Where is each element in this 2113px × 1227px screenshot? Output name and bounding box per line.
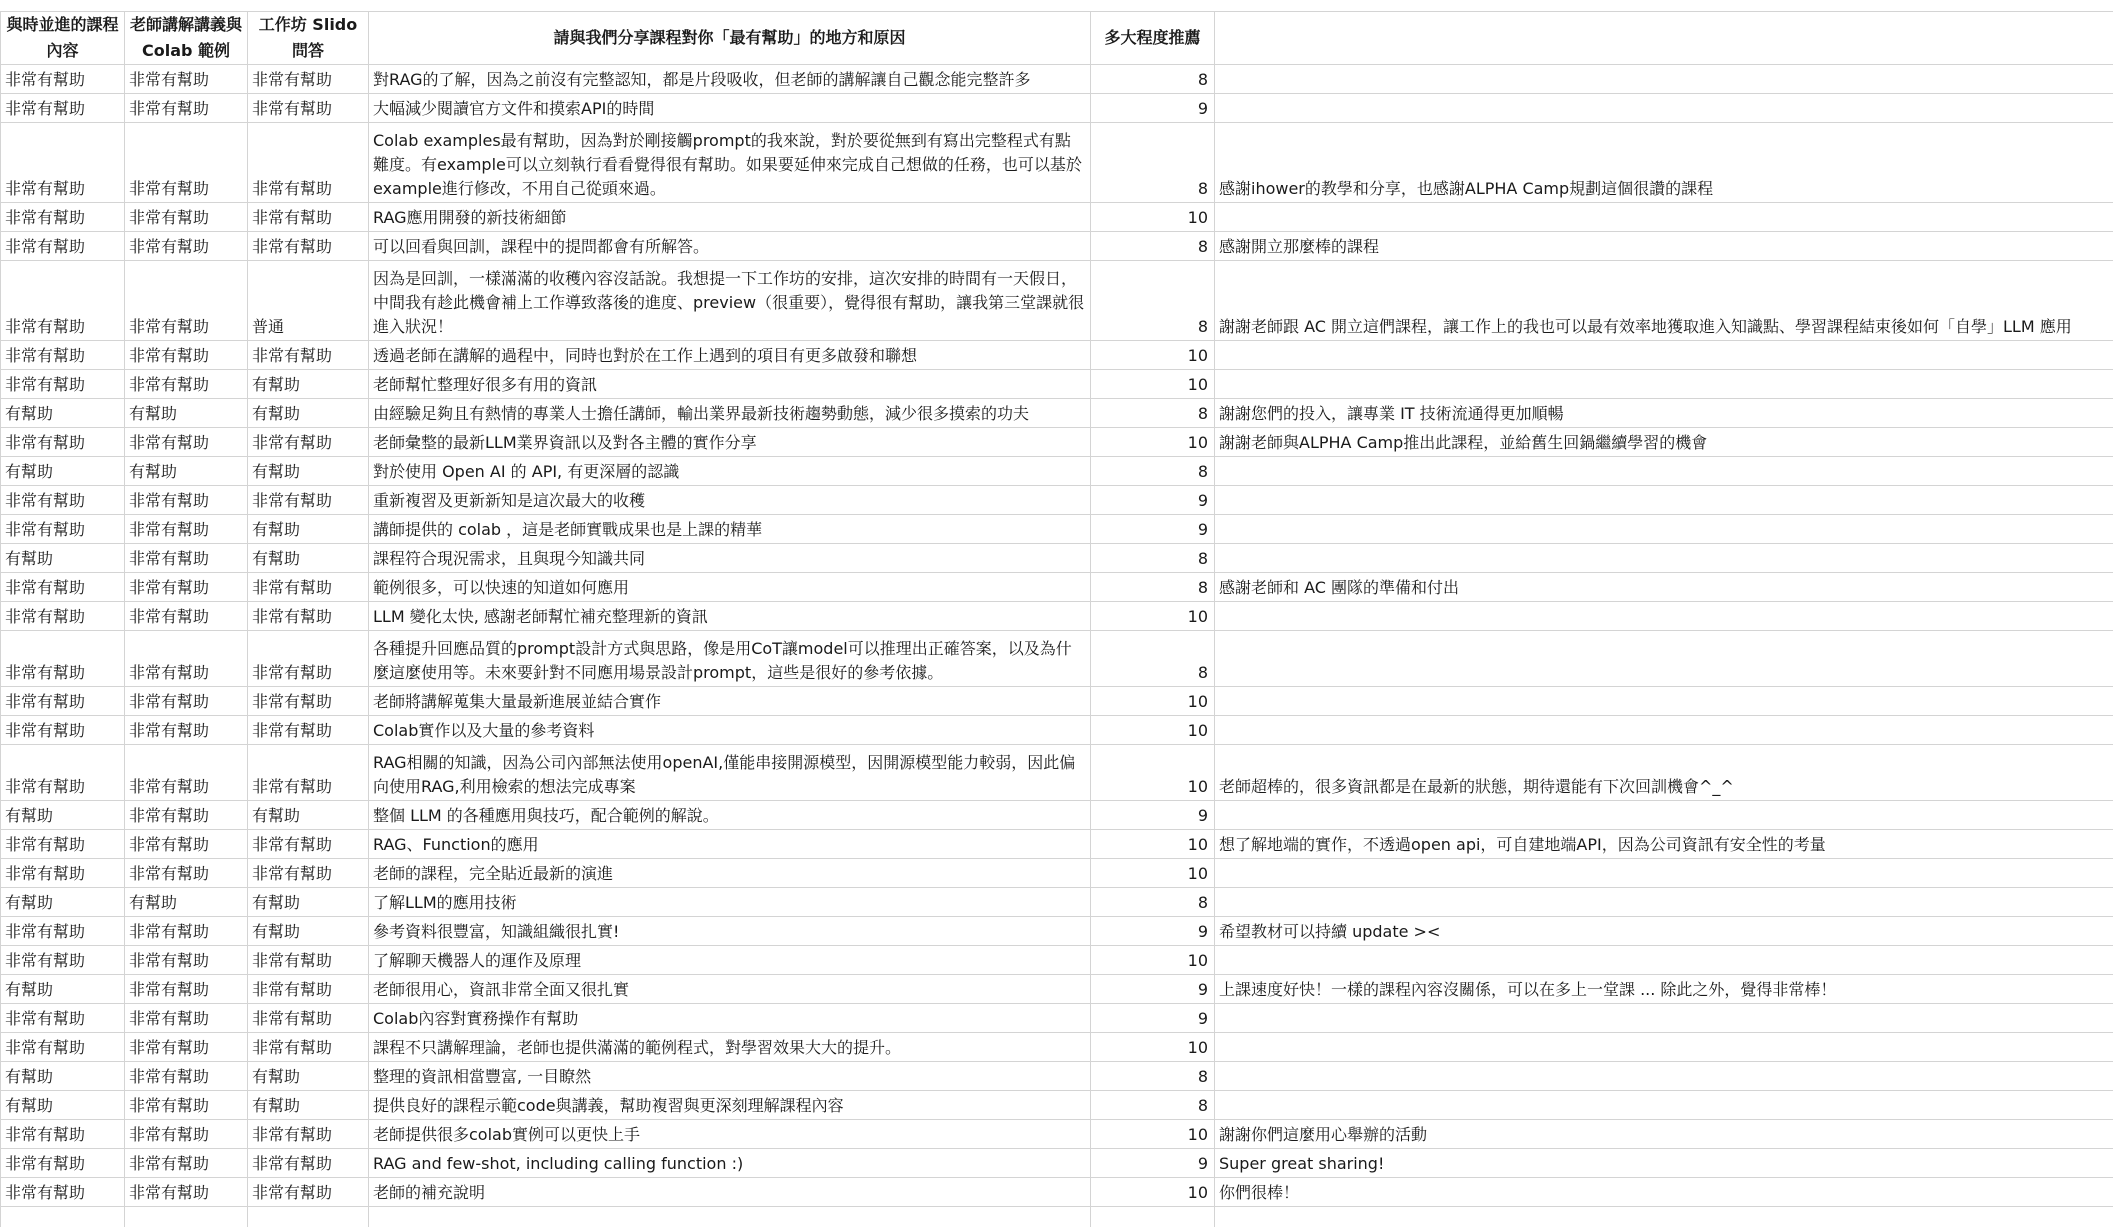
cell-workshop-slido[interactable]: 非常有幫助 (248, 123, 369, 203)
table-row (1, 341, 2113, 370)
cell-recommend[interactable]: 8 (1091, 573, 1215, 602)
cell-recommend[interactable]: 8 (1091, 399, 1215, 428)
table-row (1, 123, 2113, 203)
cell-workshop-slido[interactable]: 非常有幫助 (248, 1004, 369, 1033)
cell-comments[interactable]: 謝謝您們的投入，讓專業 IT 技術流通得更加順暢 (1215, 399, 2113, 428)
cell-course-content[interactable]: 非常有幫助 (1, 830, 125, 859)
cell-most-helpful[interactable]: LLM 變化太快, 感謝老師幫忙補充整理新的資訊 (369, 602, 1091, 631)
cell-course-content[interactable]: 非常有幫助 (1, 687, 125, 716)
cell-course-content[interactable]: 非常有幫助 (1, 946, 125, 975)
cell-course-content[interactable]: 非常有幫助 (1, 1178, 125, 1207)
cell-most-helpful[interactable]: 提供良好的課程示範code與講義，幫助複習與更深刻理解課程內容 (369, 1091, 1091, 1120)
cell-recommend[interactable]: 8 (1091, 1091, 1215, 1120)
table-row (1, 946, 2113, 975)
cell-recommend[interactable]: 10 (1091, 1120, 1215, 1149)
cell-recommend[interactable]: 10 (1091, 370, 1215, 399)
table-row (1, 975, 2113, 1004)
cell-most-helpful[interactable]: 整理的資訊相當豐富, 一目瞭然 (369, 1062, 1091, 1091)
cell-recommend[interactable]: 9 (1091, 1149, 1215, 1178)
table-row (1, 1120, 2113, 1149)
cell-comments[interactable] (1215, 801, 2113, 830)
table-row (1, 917, 2113, 946)
cell-comments[interactable] (1215, 65, 2113, 94)
cell-teacher-colab[interactable]: 非常有幫助 (125, 975, 248, 1004)
cell-course-content[interactable]: 有幫助 (1, 801, 125, 830)
cell-comments[interactable] (1215, 1062, 2113, 1091)
cell-course-content[interactable]: 非常有幫助 (1, 716, 125, 745)
cell-recommend[interactable]: 8 (1091, 261, 1215, 341)
table-row (1, 544, 2113, 573)
table-row (1, 573, 2113, 602)
cell-workshop-slido[interactable]: 非常有幫助 (248, 94, 369, 123)
cell-most-helpful[interactable]: 可以回看與回訓，課程中的提問都會有所解答。 (369, 232, 1091, 261)
cell-recommend[interactable]: 8 (1091, 232, 1215, 261)
cell-workshop-slido[interactable]: 非常有幫助 (248, 745, 369, 801)
cell-workshop-slido[interactable]: 非常有幫助 (248, 859, 369, 888)
cell-teacher-colab[interactable]: 非常有幫助 (125, 631, 248, 687)
table-row (1, 399, 2113, 428)
cell-recommend[interactable]: 10 (1091, 745, 1215, 801)
cell-workshop-slido[interactable]: 非常有幫助 (248, 1178, 369, 1207)
cell-comments[interactable] (1215, 716, 2113, 745)
header-row (1, 12, 2113, 65)
table-row (1, 1033, 2113, 1062)
table-row (1, 1149, 2113, 1178)
cell-course-content[interactable]: 有幫助 (1, 888, 125, 917)
cell-most-helpful[interactable]: 了解聊天機器人的運作及原理 (369, 946, 1091, 975)
cell-comments[interactable] (1215, 946, 2113, 975)
cell-course-content[interactable]: 非常有幫助 (1, 1033, 125, 1062)
cell-teacher-colab[interactable]: 非常有幫助 (125, 573, 248, 602)
cell-course-content[interactable]: 非常有幫助 (1, 203, 125, 232)
cell-course-content[interactable]: 非常有幫助 (1, 428, 125, 457)
table-row (1, 370, 2113, 399)
cell-comments[interactable] (1215, 486, 2113, 515)
cell-teacher-colab[interactable]: 非常有幫助 (125, 203, 248, 232)
cell-teacher-colab[interactable]: 非常有幫助 (125, 544, 248, 573)
cell-recommend[interactable]: 10 (1091, 830, 1215, 859)
cell-teacher-colab[interactable]: 非常有幫助 (125, 745, 248, 801)
cell-recommend[interactable]: 10 (1091, 341, 1215, 370)
cell-recommend[interactable]: 8 (1091, 631, 1215, 687)
cell-most-helpful[interactable]: 由經驗足夠且有熱情的專業人士擔任講師，輸出業界最新技術趨勢動態，減少很多摸索的功夫 (369, 399, 1091, 428)
cell-course-content[interactable]: 有幫助 (1, 544, 125, 573)
cell-comments[interactable]: 希望教材可以持續 update >< (1215, 917, 2113, 946)
cell-course-content[interactable]: 非常有幫助 (1, 1004, 125, 1033)
cell-most-helpful[interactable]: 講師提供的 colab ，這是老師實戰成果也是上課的精華 (369, 515, 1091, 544)
cell-teacher-colab[interactable]: 非常有幫助 (125, 1178, 248, 1207)
cell-most-helpful[interactable]: RAG應用開發的新技術細節 (369, 203, 1091, 232)
cell-workshop-slido[interactable]: 有幫助 (248, 888, 369, 917)
cell-workshop-slido[interactable]: 非常有幫助 (248, 602, 369, 631)
header-recommend[interactable]: 多大程度推薦 (1091, 12, 1215, 65)
cell-most-helpful[interactable]: 範例很多，可以快速的知道如何應用 (369, 573, 1091, 602)
cell-workshop-slido[interactable]: 有幫助 (248, 515, 369, 544)
cell-teacher-colab[interactable]: 非常有幫助 (125, 946, 248, 975)
cell-most-helpful[interactable]: 老師彙整的最新LLM業界資訊以及對各主體的實作分享 (369, 428, 1091, 457)
cell-comments[interactable] (1215, 94, 2113, 123)
cell-teacher-colab[interactable]: 非常有幫助 (125, 1149, 248, 1178)
table-row (1, 203, 2113, 232)
cell-course-content[interactable]: 有幫助 (1, 1091, 125, 1120)
header-teacher-colab[interactable]: 老師講解講義與 Colab 範例 (125, 12, 248, 65)
table-row (1, 261, 2113, 341)
cell-teacher-colab[interactable]: 非常有幫助 (125, 1004, 248, 1033)
cell-course-content[interactable]: 有幫助 (1, 1062, 125, 1091)
cell-recommend[interactable]: 9 (1091, 975, 1215, 1004)
cell-comments[interactable]: 你們很棒！ (1215, 1178, 2113, 1207)
cell-recommend[interactable]: 10 (1091, 716, 1215, 745)
cell-course-content[interactable]: 非常有幫助 (1, 1120, 125, 1149)
cell-most-helpful[interactable]: 因為是回訓，一樣滿滿的收穫內容沒話說。我想提一下工作坊的安排，這次安排的時間有一天假日，中間我有趁此機會補上工作導致落後的進度、preview（很重要），覺得很有幫助，讓我第三堂課就很進入狀況！ (369, 261, 1091, 341)
cell-teacher-colab[interactable]: 有幫助 (125, 888, 248, 917)
table-row (1, 457, 2113, 486)
cell-recommend[interactable]: 10 (1091, 946, 1215, 975)
cell-workshop-slido[interactable]: 非常有幫助 (248, 232, 369, 261)
cell-most-helpful[interactable]: 參考資料很豐富，知識組織很扎實! (369, 917, 1091, 946)
header-most-helpful[interactable]: 請與我們分享課程對你「最有幫助」的地方和原因 (369, 12, 1091, 65)
cell-comments[interactable] (1215, 457, 2113, 486)
header-workshop-slido[interactable]: 工作坊 Slido 問答 (248, 12, 369, 65)
cell-most-helpful[interactable]: RAG and few-shot, including calling function :) (369, 1149, 1091, 1178)
cell-teacher-colab[interactable]: 非常有幫助 (125, 1120, 248, 1149)
cell-teacher-colab[interactable]: 非常有幫助 (125, 687, 248, 716)
cell-workshop-slido[interactable]: 有幫助 (248, 1091, 369, 1120)
cell-comments[interactable] (1215, 203, 2113, 232)
table-row (1, 888, 2113, 917)
cell-teacher-colab[interactable]: 非常有幫助 (125, 261, 248, 341)
cell-course-content[interactable]: 非常有幫助 (1, 261, 125, 341)
cell-most-helpful[interactable]: 課程符合現況需求，且與現今知識共同 (369, 544, 1091, 573)
cell-comments[interactable] (1215, 1004, 2113, 1033)
cell-most-helpful[interactable]: 老師很用心，資訊非常全面又很扎實 (369, 975, 1091, 1004)
cell-comments[interactable]: 感謝ihower的教學和分享，也感謝ALPHA Camp規劃這個很讚的課程 (1215, 123, 2113, 203)
cell-recommend[interactable]: 10 (1091, 428, 1215, 457)
cell-most-helpful[interactable]: 大幅減少閱讀官方文件和摸索API的時間 (369, 94, 1091, 123)
table-row (1, 602, 2113, 631)
cell-teacher-colab[interactable]: 非常有幫助 (125, 602, 248, 631)
cell-teacher-colab[interactable]: 非常有幫助 (125, 1033, 248, 1062)
cell-course-content[interactable]: 非常有幫助 (1, 859, 125, 888)
cell-most-helpful[interactable]: 課程不只講解理論，老師也提供滿滿的範例程式，對學習效果大大的提升。 (369, 1033, 1091, 1062)
cell-comments[interactable] (1215, 888, 2113, 917)
table-row (1, 1091, 2113, 1120)
cell-teacher-colab[interactable]: 非常有幫助 (125, 486, 248, 515)
table-row (1, 1062, 2113, 1091)
table-row (1, 486, 2113, 515)
cell-workshop-slido[interactable]: 非常有幫助 (248, 830, 369, 859)
cell-teacher-colab[interactable]: 非常有幫助 (125, 830, 248, 859)
cell-workshop-slido[interactable]: 有幫助 (248, 801, 369, 830)
cell-course-content[interactable]: 非常有幫助 (1, 65, 125, 94)
cell-recommend[interactable]: 10 (1091, 859, 1215, 888)
cell-course-content[interactable]: 有幫助 (1, 399, 125, 428)
table-row (1, 830, 2113, 859)
cell-comments[interactable] (1215, 859, 2113, 888)
cell-workshop-slido[interactable]: 有幫助 (248, 457, 369, 486)
cell-recommend[interactable]: 8 (1091, 457, 1215, 486)
cell-most-helpful[interactable]: 各種提升回應品質的prompt設計方式與思路，像是用CoT讓model可以推理出正確答案，以及為什麼這麼使用等。未來要針對不同應用場景設計prompt，這些是很好的參考依據。 (369, 631, 1091, 687)
cell-teacher-colab[interactable]: 非常有幫助 (125, 94, 248, 123)
cell-course-content[interactable]: 非常有幫助 (1, 94, 125, 123)
cell-recommend[interactable]: 9 (1091, 917, 1215, 946)
cell-most-helpful[interactable]: 透過老師在講解的過程中，同時也對於在工作上遇到的項目有更多啟發和聯想 (369, 341, 1091, 370)
cell-comments[interactable] (1215, 631, 2113, 687)
cell-workshop-slido[interactable]: 非常有幫助 (248, 1033, 369, 1062)
cell-comments[interactable]: 謝謝你們這麼用心舉辦的活動 (1215, 1120, 2113, 1149)
cell-comments[interactable]: 謝謝老師跟 AC 開立這們課程，讓工作上的我也可以最有效率地獲取進入知識點、學習課程結束後如何「自學」LLM 應用 (1215, 261, 2113, 341)
cell-workshop-slido[interactable]: 非常有幫助 (248, 428, 369, 457)
cell-most-helpful[interactable]: Colab實作以及大量的參考資料 (369, 716, 1091, 745)
cell-workshop-slido[interactable]: 有幫助 (248, 1062, 369, 1091)
cell-recommend[interactable]: 9 (1091, 94, 1215, 123)
cell-recommend[interactable]: 8 (1091, 65, 1215, 94)
cell-course-content[interactable]: 非常有幫助 (1, 123, 125, 203)
cell-workshop-slido[interactable]: 非常有幫助 (248, 946, 369, 975)
cell-teacher-colab[interactable]: 非常有幫助 (125, 716, 248, 745)
cell-teacher-colab[interactable]: 非常有幫助 (125, 232, 248, 261)
table-row (1, 745, 2113, 801)
cell-workshop-slido[interactable]: 有幫助 (248, 917, 369, 946)
cell-course-content[interactable]: 非常有幫助 (1, 917, 125, 946)
cell-recommend[interactable]: 8 (1091, 888, 1215, 917)
cell-recommend[interactable]: 8 (1091, 544, 1215, 573)
cell-course-content[interactable]: 非常有幫助 (1, 602, 125, 631)
cell-comments[interactable] (1215, 370, 2113, 399)
cell-workshop-slido[interactable]: 非常有幫助 (248, 203, 369, 232)
cell-most-helpful[interactable]: 老師將講解蒐集大量最新進展並結合實作 (369, 687, 1091, 716)
cell-comments[interactable] (1215, 515, 2113, 544)
cell-recommend[interactable]: 8 (1091, 123, 1215, 203)
cell-teacher-colab[interactable]: 非常有幫助 (125, 428, 248, 457)
cell-teacher-colab[interactable]: 非常有幫助 (125, 1062, 248, 1091)
cell-course-content[interactable]: 有幫助 (1, 975, 125, 1004)
cell-course-content[interactable]: 非常有幫助 (1, 370, 125, 399)
table-row (1, 859, 2113, 888)
cell-recommend[interactable]: 9 (1091, 515, 1215, 544)
cell-workshop-slido[interactable]: 非常有幫助 (248, 1120, 369, 1149)
header-comments[interactable] (1215, 12, 2113, 65)
cell-teacher-colab[interactable]: 非常有幫助 (125, 801, 248, 830)
cell-comments[interactable]: 想了解地端的實作，不透過open api，可自建地端API，因為公司資訊有安全性的考量 (1215, 830, 2113, 859)
cell-most-helpful[interactable]: 老師的補充說明 (369, 1178, 1091, 1207)
cell-course-content[interactable]: 非常有幫助 (1, 232, 125, 261)
cell-workshop-slido[interactable]: 非常有幫助 (248, 1149, 369, 1178)
cell-course-content[interactable]: 非常有幫助 (1, 341, 125, 370)
cell-course-content[interactable]: 非常有幫助 (1, 631, 125, 687)
cell-comments[interactable] (1215, 341, 2113, 370)
cell-comments[interactable] (1215, 687, 2113, 716)
cell-teacher-colab[interactable]: 非常有幫助 (125, 123, 248, 203)
cell-most-helpful[interactable]: Colab examples最有幫助，因為對於剛接觸prompt的我來說，對於要從無到有寫出完整程式有點難度。有example可以立刻執行看看覺得很有幫助。如果要延伸來完成自己想做的任務，也可以基於example進行修改，不用自己從頭來過。 (369, 123, 1091, 203)
cell-course-content[interactable]: 非常有幫助 (1, 573, 125, 602)
cell-teacher-colab[interactable]: 非常有幫助 (125, 917, 248, 946)
header-course-content[interactable]: 與時並進的課程內容 (1, 12, 125, 65)
table-row (1, 94, 2113, 123)
cell-most-helpful[interactable]: RAG、Function的應用 (369, 830, 1091, 859)
cell-comments[interactable]: 上課速度好快！一樣的課程內容沒關係，可以在多上一堂課 ... 除此之外，覺得非常棒！ (1215, 975, 2113, 1004)
cell-course-content[interactable]: 非常有幫助 (1, 515, 125, 544)
table-row (1, 1004, 2113, 1033)
cell-recommend[interactable]: 9 (1091, 801, 1215, 830)
cell-workshop-slido[interactable]: 非常有幫助 (248, 975, 369, 1004)
cell-most-helpful[interactable]: 老師幫忙整理好很多有用的資訊 (369, 370, 1091, 399)
table-row (1, 515, 2113, 544)
cell-teacher-colab[interactable]: 非常有幫助 (125, 859, 248, 888)
cell-recommend[interactable]: 9 (1091, 1004, 1215, 1033)
cell-comments[interactable]: 謝謝老師與ALPHA Camp推出此課程，並給舊生回鍋繼續學習的機會 (1215, 428, 2113, 457)
cell-recommend[interactable]: 10 (1091, 203, 1215, 232)
cell-most-helpful[interactable]: 老師的課程，完全貼近最新的演進 (369, 859, 1091, 888)
cell-teacher-colab[interactable]: 非常有幫助 (125, 370, 248, 399)
cell-comments[interactable]: 感謝老師和 AC 團隊的準備和付出 (1215, 573, 2113, 602)
table-row (1, 631, 2113, 687)
cell-teacher-colab[interactable]: 有幫助 (125, 457, 248, 486)
cell-workshop-slido[interactable]: 非常有幫助 (248, 65, 369, 94)
cell-workshop-slido[interactable]: 非常有幫助 (248, 486, 369, 515)
cell-most-helpful[interactable]: 對RAG的了解，因為之前沒有完整認知，都是片段吸收，但老師的講解讓自己觀念能完整許多 (369, 65, 1091, 94)
cell-workshop-slido[interactable]: 普通 (248, 261, 369, 341)
cell-workshop-slido[interactable]: 非常有幫助 (248, 687, 369, 716)
cell-comments[interactable] (1215, 544, 2113, 573)
cell-teacher-colab[interactable]: 非常有幫助 (125, 515, 248, 544)
cell-course-content[interactable]: 非常有幫助 (1, 745, 125, 801)
cell-course-content[interactable]: 非常有幫助 (1, 1149, 125, 1178)
cell-most-helpful[interactable]: 對於使用 Open AI 的 API, 有更深層的認識 (369, 457, 1091, 486)
table-row (1, 687, 2113, 716)
table-row (1, 1178, 2113, 1207)
table-row (1, 716, 2113, 745)
cell-recommend[interactable]: 10 (1091, 1033, 1215, 1062)
cell-most-helpful[interactable]: RAG相關的知識，因為公司內部無法使用openAI,僅能串接開源模型，因開源模型能力較弱，因此偏向使用RAG,利用檢索的想法完成專案 (369, 745, 1091, 801)
cell-most-helpful[interactable]: 重新複習及更新新知是這次最大的收穫 (369, 486, 1091, 515)
cell-workshop-slido[interactable]: 非常有幫助 (248, 631, 369, 687)
cell-course-content[interactable]: 非常有幫助 (1, 486, 125, 515)
cell-course-content[interactable]: 有幫助 (1, 457, 125, 486)
cell-workshop-slido[interactable]: 非常有幫助 (248, 716, 369, 745)
cell-recommend[interactable]: 9 (1091, 486, 1215, 515)
table-row (1, 801, 2113, 830)
cell-recommend[interactable]: 8 (1091, 1062, 1215, 1091)
cell-teacher-colab[interactable]: 非常有幫助 (125, 1091, 248, 1120)
cell-comments[interactable]: Super great sharing! (1215, 1149, 2113, 1178)
table-row (1, 65, 2113, 94)
spreadsheet (0, 11, 2113, 1227)
table-row (1, 428, 2113, 457)
survey-table (0, 11, 2113, 1227)
cell-teacher-colab[interactable]: 有幫助 (125, 399, 248, 428)
cell-workshop-slido[interactable]: 有幫助 (248, 544, 369, 573)
cell-comments[interactable] (1215, 1091, 2113, 1120)
table-row (1, 232, 2113, 261)
cell-most-helpful[interactable]: Colab內容對實務操作有幫助 (369, 1004, 1091, 1033)
cell-comments[interactable]: 老師超棒的，很多資訊都是在最新的狀態，期待還能有下次回訓機會^_^ (1215, 745, 2113, 801)
cell-teacher-colab[interactable]: 非常有幫助 (125, 65, 248, 94)
cell-most-helpful[interactable]: 整個 LLM 的各種應用與技巧，配合範例的解說。 (369, 801, 1091, 830)
cell-workshop-slido[interactable]: 非常有幫助 (248, 573, 369, 602)
cell-comments[interactable]: 感謝開立那麼棒的課程 (1215, 232, 2113, 261)
cell-recommend[interactable]: 10 (1091, 1178, 1215, 1207)
cell-workshop-slido[interactable]: 有幫助 (248, 370, 369, 399)
cell-most-helpful[interactable]: 老師提供很多colab實例可以更快上手 (369, 1120, 1091, 1149)
cell-workshop-slido[interactable]: 非常有幫助 (248, 341, 369, 370)
cell-most-helpful[interactable]: 了解LLM的應用技術 (369, 888, 1091, 917)
cell-recommend[interactable]: 10 (1091, 602, 1215, 631)
cell-comments[interactable] (1215, 602, 2113, 631)
cell-comments[interactable] (1215, 1033, 2113, 1062)
cell-teacher-colab[interactable]: 非常有幫助 (125, 341, 248, 370)
cell-recommend[interactable]: 10 (1091, 687, 1215, 716)
cell-workshop-slido[interactable]: 有幫助 (248, 399, 369, 428)
